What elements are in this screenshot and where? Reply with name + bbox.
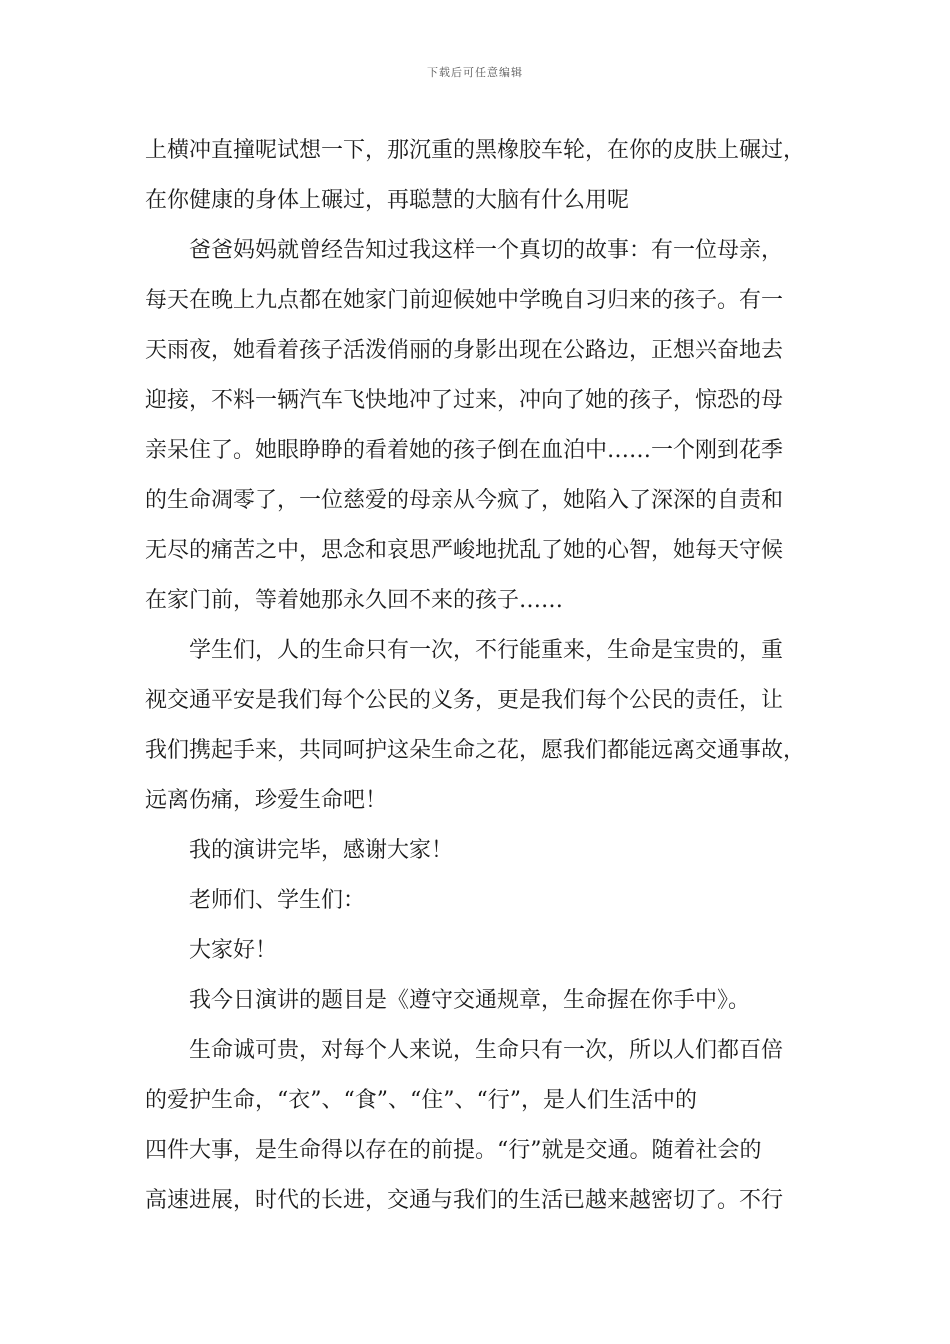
text-line: 迎接，不料一辆汽车飞快地冲了过来，冲向了她的孩子，惊恐的母 <box>145 388 784 413</box>
text-line: 亲呆住了。她眼睁睁的看着她的孩子倒在血泊中……一个刚到花季 <box>145 438 784 463</box>
paragraph-start-line: 学生们，人的生命只有一次，不行能重来，生命是宝贵的，重 <box>189 638 784 663</box>
document-body <box>145 126 805 1226</box>
text-line: 视交通平安是我们每个公民的义务，更是我们每个公民的责任，让 <box>145 688 784 713</box>
text-line: 我们携起手来，共同呵护这朵生命之花，愿我们都能远离交通事故， <box>145 738 806 763</box>
paragraph-start-line: 爸爸妈妈就曾经告知过我这样一个真切的故事：有一位母亲， <box>189 238 784 263</box>
text-line: 上横冲直撞呢试想一下，那沉重的黑橡胶车轮，在你的皮肤上碾过， <box>145 138 806 163</box>
paragraph-start-line: 我今日演讲的题目是《遵守交通规章，生命握在你手中》。 <box>189 988 751 1013</box>
text-line: 高速进展，时代的长进，交通与我们的生活已越来越密切了。不行 <box>145 1188 784 1213</box>
paragraph-start-line: 大家好！ <box>189 938 278 963</box>
text-line: 每天在晚上九点都在她家门前迎候她中学晚自习归来的孩子。有一 <box>145 288 784 313</box>
text-line: 的生命凋零了，一位慈爱的母亲从今疯了，她陷入了深深的自责和 <box>145 488 784 513</box>
text-line: 远离伤痛，珍爱生命吧！ <box>145 788 388 813</box>
text-line: 在你健康的身体上碾过，再聪慧的大脑有什么用呢 <box>145 188 630 213</box>
text-line: 天雨夜，她看着孩子活泼俏丽的身影出现在公路边，正想兴奋地去 <box>145 338 784 363</box>
text-line: 无尽的痛苦之中，思念和哀思严峻地扰乱了她的心智，她每天守候 <box>145 538 784 563</box>
text-line: 四件大事，是生命得以存在的前提。“行”就是交通。随着社会的 <box>145 1138 762 1163</box>
paragraph-start-line: 生命诚可贵，对每个人来说，生命只有一次，所以人们都百倍 <box>189 1038 784 1063</box>
paragraph-start-line: 我的演讲完毕，感谢大家！ <box>189 838 454 863</box>
text-line: 的爱护生命，“衣”、“食”、“住”、“行”，是人们生活中的 <box>145 1088 697 1113</box>
paragraph-start-line: 老师们、学生们： <box>189 888 366 913</box>
text-line: 在家门前，等着她那永久回不来的孩子…… <box>145 588 564 613</box>
page-header: 下载后可任意编辑 <box>427 66 523 79</box>
